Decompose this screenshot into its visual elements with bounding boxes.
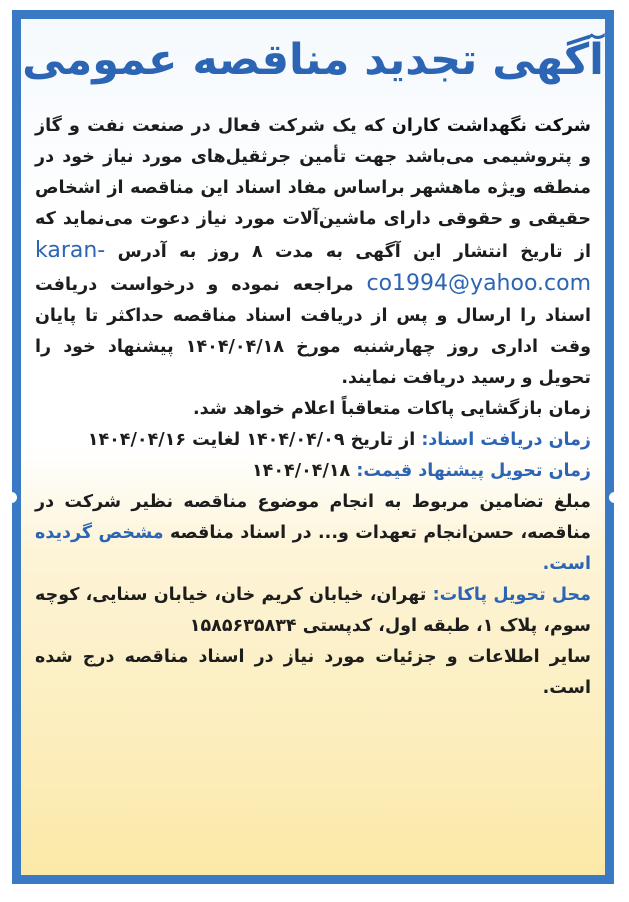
delivery-paragraph — [35, 580, 591, 642]
price-offer-label: زمان تحویل پیشنهاد قیمت: — [356, 461, 591, 481]
guarantee-text: مبلغ تضامین مربوط به انجام موضوع مناقصه نظیر شرکت در مناقصه، حسن‌انجام تعهدات و... در اسناد مناقصه — [35, 492, 592, 543]
intro-text: که یک شرکت فعال در صنعت نفت و گاز و پتروشیمی می‌باشد جهت تأمین جرثقیل‌های مورد نیاز خود در منطقه ویژه ماهشهر براساس مفاد اسناد این مناقصه از اشخاص حقیقی و حقوقی دارای ماشین‌آلات مورد نیاز دعوت می‌نماید که از تاریخ انتشار این آگهی به مدت — [35, 116, 591, 262]
opening-note: زمان بازگشایی پاکات متعاقباً اعلام خواهد شد. — [193, 399, 591, 419]
closing-paragraph: سایر اطلاعات و جزئیات مورد نیاز در اسناد مناقصه درج شده است. — [35, 647, 591, 698]
notice-panel — [21, 19, 605, 875]
guarantee-paragraph — [35, 487, 591, 580]
delivery-address: تهران، خیابان کریم خان، خیابان سنایی، کوچه سوم، پلاک ۱، طبقه اول، کدپستی ۱۵۸۵۶۳۵۸۳۴ — [35, 585, 591, 636]
doc-receipt-line — [35, 425, 591, 456]
frame-notch-right — [609, 492, 620, 503]
contact-email[interactable]: karan-co1994@yahoo.com — [35, 238, 592, 296]
price-offer-value: ۱۴۰۴/۰۴/۱۸ — [252, 461, 351, 481]
delivery-label: محل تحویل پاکات: — [432, 585, 592, 605]
doc-receipt-label: زمان دریافت اسناد: — [421, 430, 591, 450]
doc-receipt-value: از تاریخ ۱۴۰۴/۰۴/۰۹ لغایت ۱۴۰۴/۰۴/۱۶ — [87, 430, 416, 450]
guarantee-emphasis: مشخص گردیده است. — [35, 523, 591, 574]
after-email-text: مراجعه نموده و درخواست دریافت اسناد را ارسال و پس از دریافت اسناد مناقصه حداکثر تا پایان وقت اداری روز چهارشنبه مورخ ۱۴۰۴/۰۴/۱۸ پیشنهاد خود را تحویل و رسید دریافت نمایند. — [35, 275, 592, 388]
frame-notch-left — [6, 492, 17, 503]
company-name: شرکت نگهداشت کاران — [391, 116, 591, 136]
days-prefix: ۸ روز به آدرس — [117, 242, 263, 262]
price-offer-line — [35, 456, 591, 487]
notice-body — [35, 111, 591, 704]
notice-title: آگهی تجدید مناقصه عمومی — [22, 35, 604, 85]
intro-paragraph — [35, 111, 591, 394]
notice-frame — [12, 10, 614, 884]
